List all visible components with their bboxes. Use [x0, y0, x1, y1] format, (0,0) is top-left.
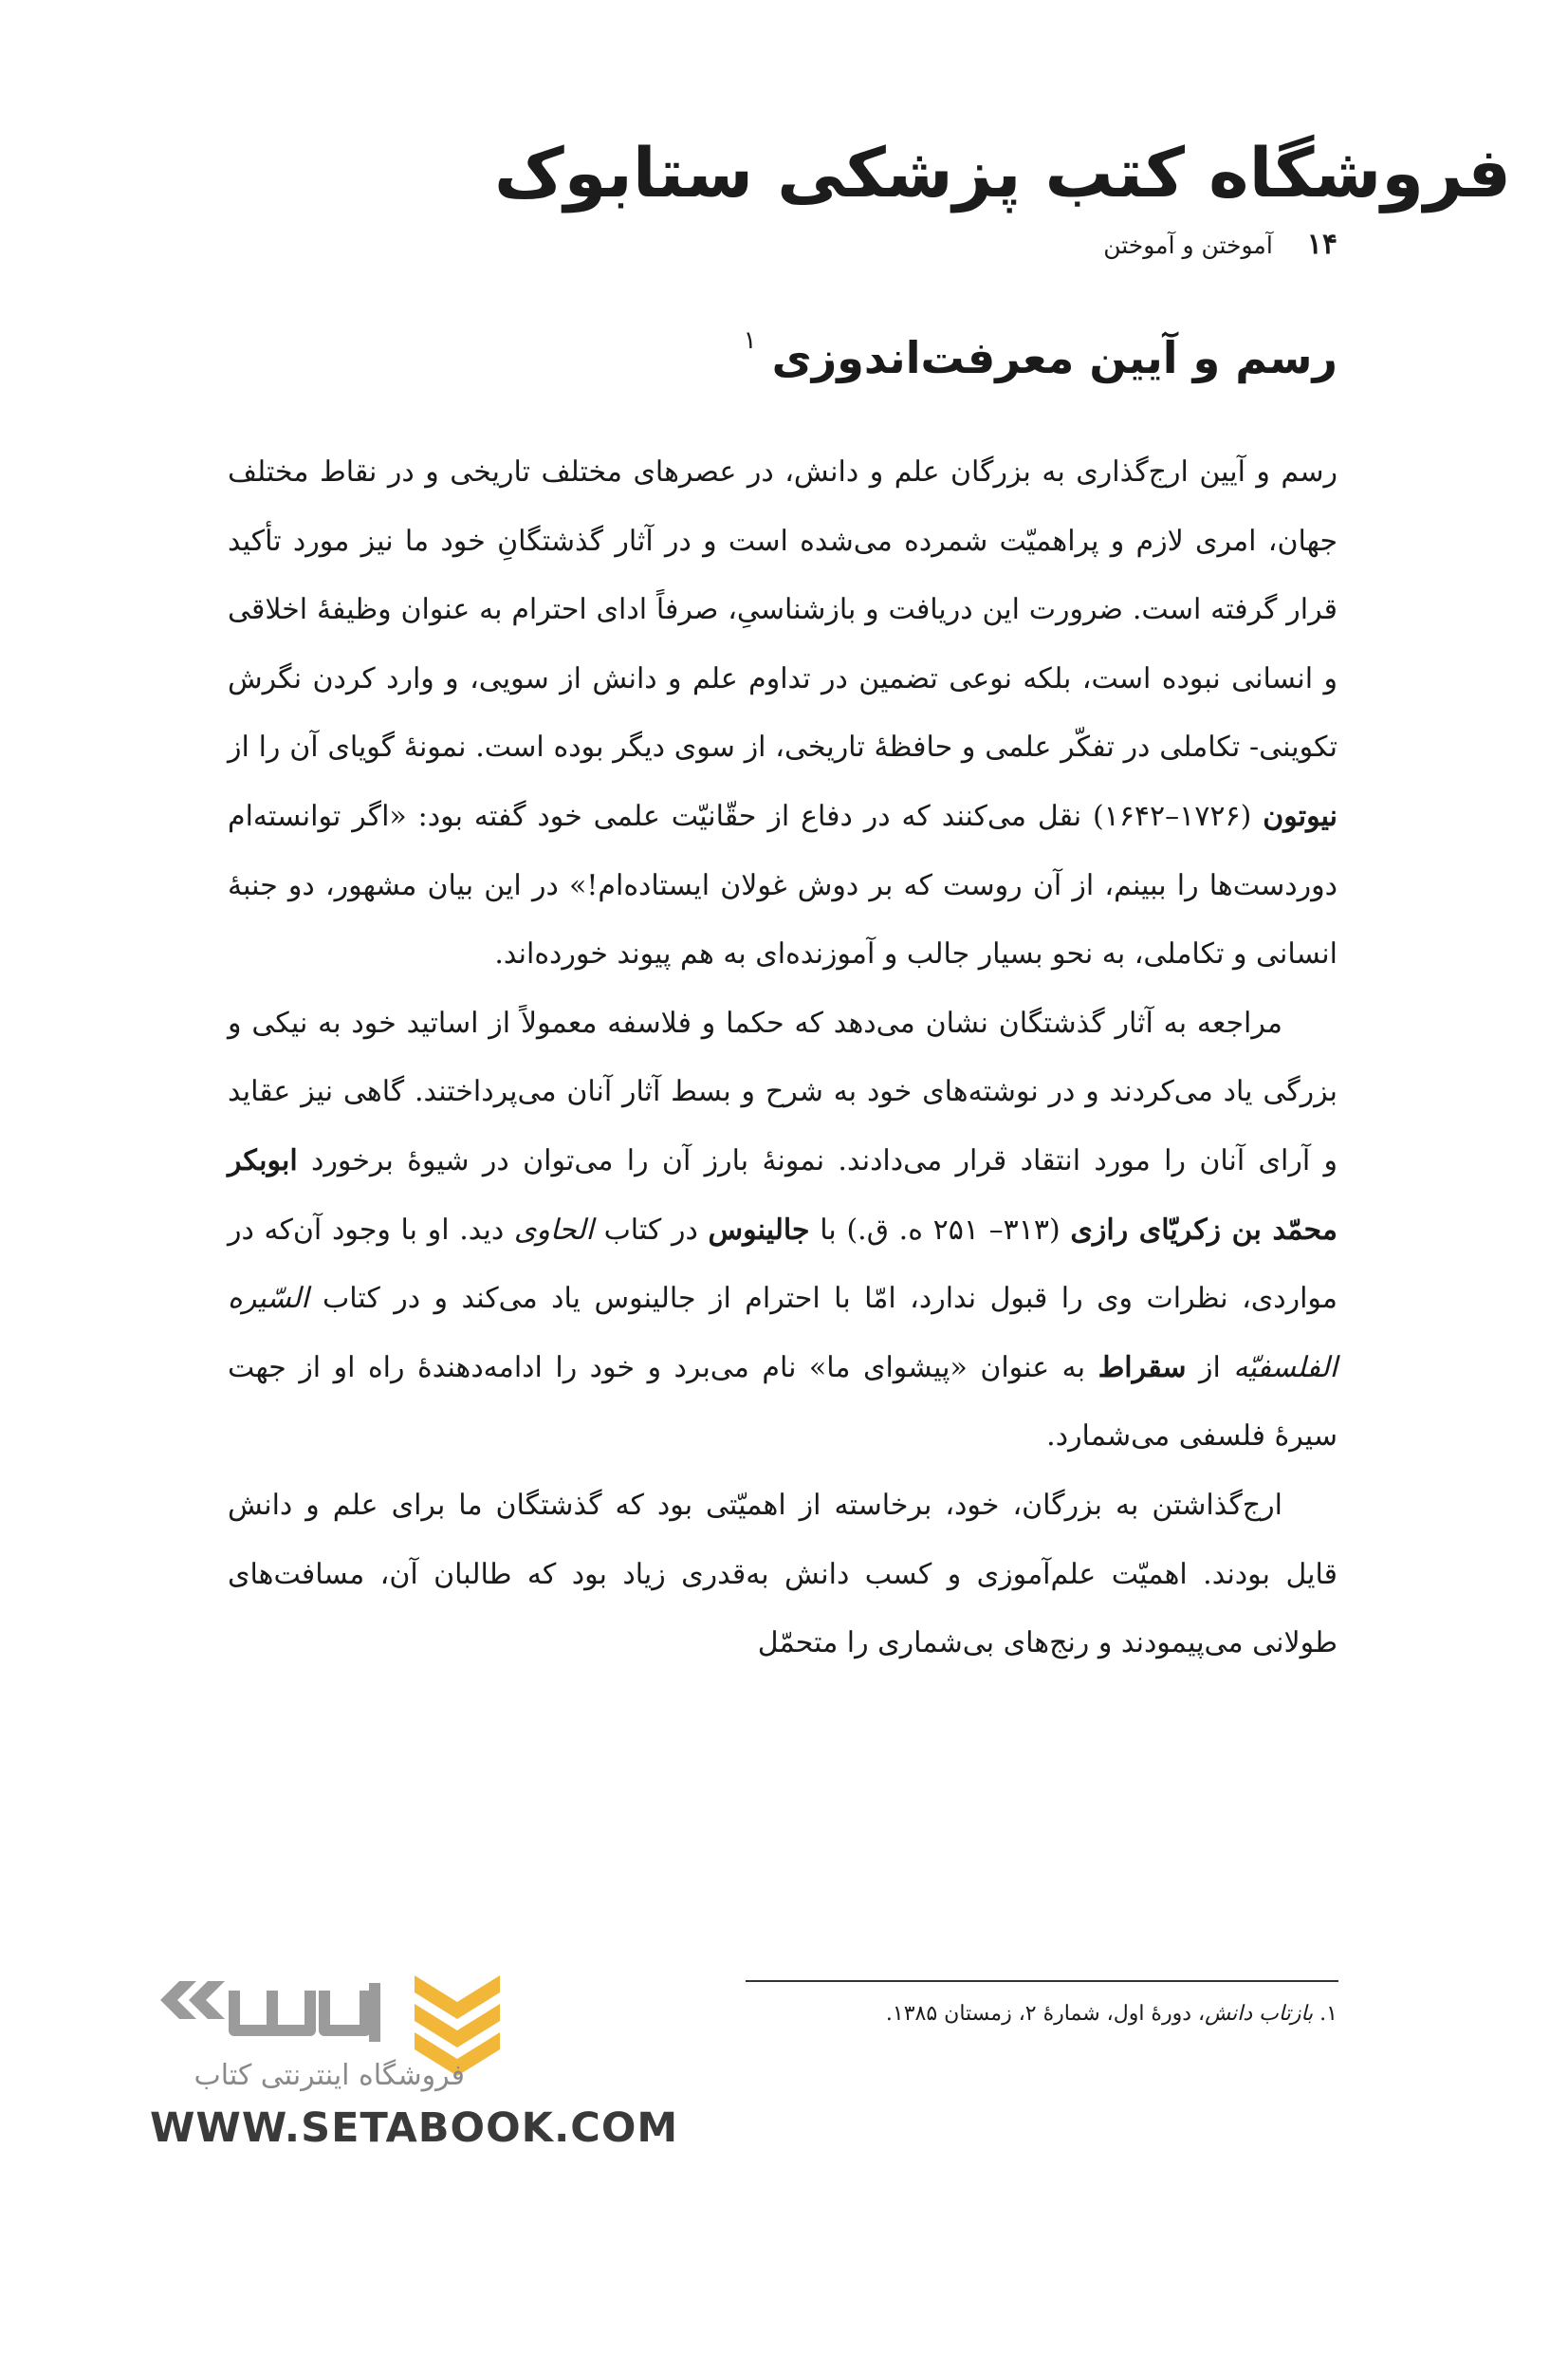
website-url: WWW.SETABOOK.COM	[150, 2104, 679, 2152]
body-text	[228, 438, 1337, 1678]
logo-subtitle: فروشگاه اینترنتی کتاب	[194, 2059, 465, 2092]
running-title: آموختن و آموختن	[1103, 232, 1273, 259]
paragraph-3: ارج‌گذاشتن به بزرگان، خود، برخاسته از اهمیّتی بود که گذشتگان ما برای علم و دانش قایل بودند. اهمیّت علم‌آموزی و کسب دانش به‌قدری زیاد بود که طالبان آن، مسافت‌های طولانی می‌پیمودند و رنج‌های بی‌شماری را متحمّل	[228, 1488, 1337, 1660]
paragraph-2-part-d: دید. او با وجود آن‌که در مواردی، نظرات وی را قبول ندارد، امّا با احترام از جالینوس یاد می‌کند و در کتاب	[228, 1213, 1337, 1316]
name-newton: نیوتون	[1263, 799, 1337, 833]
page-number: ۱۴	[1306, 228, 1337, 261]
paragraph-2-part-c: در کتاب	[593, 1213, 709, 1247]
footnote-rest: ، دورهٔ اول، شمارهٔ ۲، زمستان ۱۳۸۵.	[885, 2002, 1206, 2026]
footnote-number: ۱.	[1319, 2002, 1337, 2026]
paragraph-1-part-b: (۱۷۲۶–۱۶۴۲) نقل می‌کنند که در دفاع از حقّانیّت علمی خود گفته بود: «اگر توانسته‌ام دوردست‌ها را ببینم، از آن روست که بر دوش غولان ایستاده‌ام!» در این بیان مشهور، دو جنبهٔ انسانی و تکاملی، به نحو بسیار جالب و آموزنده‌ای به هم پیوند خورده‌اند.	[228, 799, 1337, 972]
book-title-hawi: الحاوی	[513, 1213, 594, 1247]
section-title: رسم و آیین معرفت‌اندوزی	[771, 332, 1337, 383]
footnote-source-title: بازتاب دانش	[1205, 2002, 1314, 2026]
paragraph-1-part-a: رسم و آیین ارج‌گذاری به بزرگان علم و دانش، در عصرهای مختلف تاریخی و در نقاط مختلف جهان، امری لازم و پراهمیّت شمرده می‌شده است و در آثار گذشتگانِ خود ما نیز مورد تأکید قرار گرفته است. ضرورت این دریافت و بازشناسیِ، صرفاً ادای احترام به عنوان وظیفهٔ اخلاقی و انسانی نبوده است، بلکه نوعی تضمین در تداوم علم و دانش از سویی، و وارد کردن نگرش تکوینی- تکاملی در تفکّر علمی و حافظهٔ تاریخی، از سوی دیگر بوده است. نمونهٔ گویای آن را از	[228, 455, 1337, 765]
running-head	[673, 228, 1337, 261]
footnote-divider	[746, 1980, 1338, 1982]
paragraph-2-part-a: مراجعه به آثار گذشتگان نشان می‌دهد که حکما و فلاسفه معمولاً از اساتید خود به نیکی و بزرگی یاد می‌کردند و در نوشته‌های خود به شرح و بسط آثار آنان می‌پرداختند. گاهی نیز عقاید و آرای آنان را مورد انتقاد قرار می‌دادند. نمونهٔ بارز آن را می‌توان در شیوهٔ برخورد	[228, 1006, 1337, 1177]
name-socrates: سقراط	[1098, 1350, 1187, 1384]
paragraph-2-part-b: (۳۱۳– ۲۵۱ ه. ق.) با	[809, 1213, 1071, 1247]
paragraph-2	[228, 990, 1337, 1472]
logo-lettering-mark	[234, 1983, 375, 2042]
name-galen: جالینوس	[708, 1213, 810, 1247]
footnote	[749, 2002, 1337, 2026]
book-title-sireh: السّیره الفلسفیّه	[228, 1282, 1337, 1384]
paragraph-2-part-e: از	[1186, 1350, 1234, 1384]
paragraph-2-part-f: به عنوان «پیشوای ما» نام می‌برد و خود را ادامه‌دهندهٔ راه او از جهت سیرهٔ فلسفی می‌شمارد.	[228, 1350, 1337, 1454]
store-title: فروشگاه کتب پزشکی ستابوک	[493, 133, 1511, 213]
chevrons-icon	[160, 1981, 225, 2019]
section-heading	[228, 326, 1337, 383]
name-razi: ابوبکر محمّد بن زکریّای رازی	[228, 1143, 1337, 1247]
footnote-marker: ۱	[743, 326, 757, 355]
paragraph-1	[228, 438, 1337, 990]
